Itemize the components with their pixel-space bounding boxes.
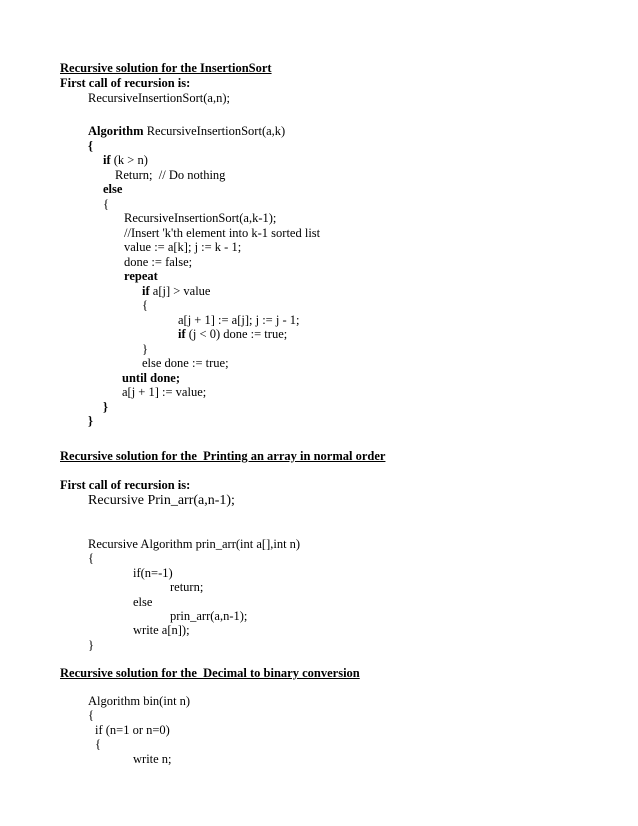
insertion-algorithm-signature [88,124,285,139]
if-condition: (k > n) [110,153,148,167]
comment-line: //Insert 'k'th element into k-1 sorted list [124,226,321,240]
print-close-brace: } [88,638,94,652]
recursive-call: RecursiveInsertionSort(a,k-1); [124,211,277,225]
print-first-call-label: First call of recursion is: [60,478,191,492]
if3-line [178,327,287,342]
assign-line-1: value := a[k]; j := k - 1; [124,240,242,254]
if3-rest: (j < 0) done := true; [185,327,288,341]
print-return-line: return; [170,580,204,594]
if3-keyword: if [178,327,186,341]
return-line: Return; // Do nothing [115,168,226,182]
if-line [103,153,148,168]
inner-close-brace: } [103,400,108,414]
close-brace: } [88,414,93,428]
print-if-line: if(n=-1) [133,566,173,580]
binary-algorithm-signature: Algorithm bin(int n) [88,694,191,708]
print-heading: Recursive solution for the Printing an array in normal order [60,449,386,463]
binary-write-line: write n; [133,752,172,766]
binary-if-line: if (n=1 or n=0) [95,723,170,737]
print-first-call: Recursive Prin_arr(a,n-1); [88,493,235,508]
insertion-first-call-label: First call of recursion is: [60,76,191,90]
algorithm-name: RecursiveInsertionSort(a,k) [143,124,286,138]
else-keyword: else [103,182,123,196]
algorithm-keyword: Algorithm [88,124,144,138]
binary-open-brace: { [88,708,94,722]
print-else-line: else [133,595,153,609]
print-algorithm-signature: Recursive Algorithm prin_arr(int a[],int n) [88,537,301,551]
final-assign-line: a[j + 1] := value; [122,385,207,399]
brace3-close: } [142,342,148,356]
if-keyword: if [103,153,111,167]
binary-inner-open-brace: { [95,737,101,751]
until-line: until done; [122,371,181,385]
if2-line [142,284,210,299]
inner-open-brace: { [103,197,109,211]
if2-condition: a[j] > value [149,284,211,298]
insertion-first-call: RecursiveInsertionSort(a,n); [88,91,230,105]
brace3-open: { [142,298,148,312]
print-open-brace: { [88,551,94,565]
print-write-line: write a[n]); [133,623,190,637]
if2-keyword: if [142,284,150,298]
open-brace: { [88,139,93,153]
assign-line-2: done := false; [124,255,193,269]
binary-heading: Recursive solution for the Decimal to binary conversion [60,666,360,680]
else-done-line: else done := true; [142,356,229,370]
insertion-heading: Recursive solution for the InsertionSort [60,61,272,75]
shift-line: a[j + 1] := a[j]; j := j - 1; [178,313,300,327]
repeat-keyword: repeat [124,269,158,283]
print-recursive-call: prin_arr(a,n-1); [170,609,248,623]
